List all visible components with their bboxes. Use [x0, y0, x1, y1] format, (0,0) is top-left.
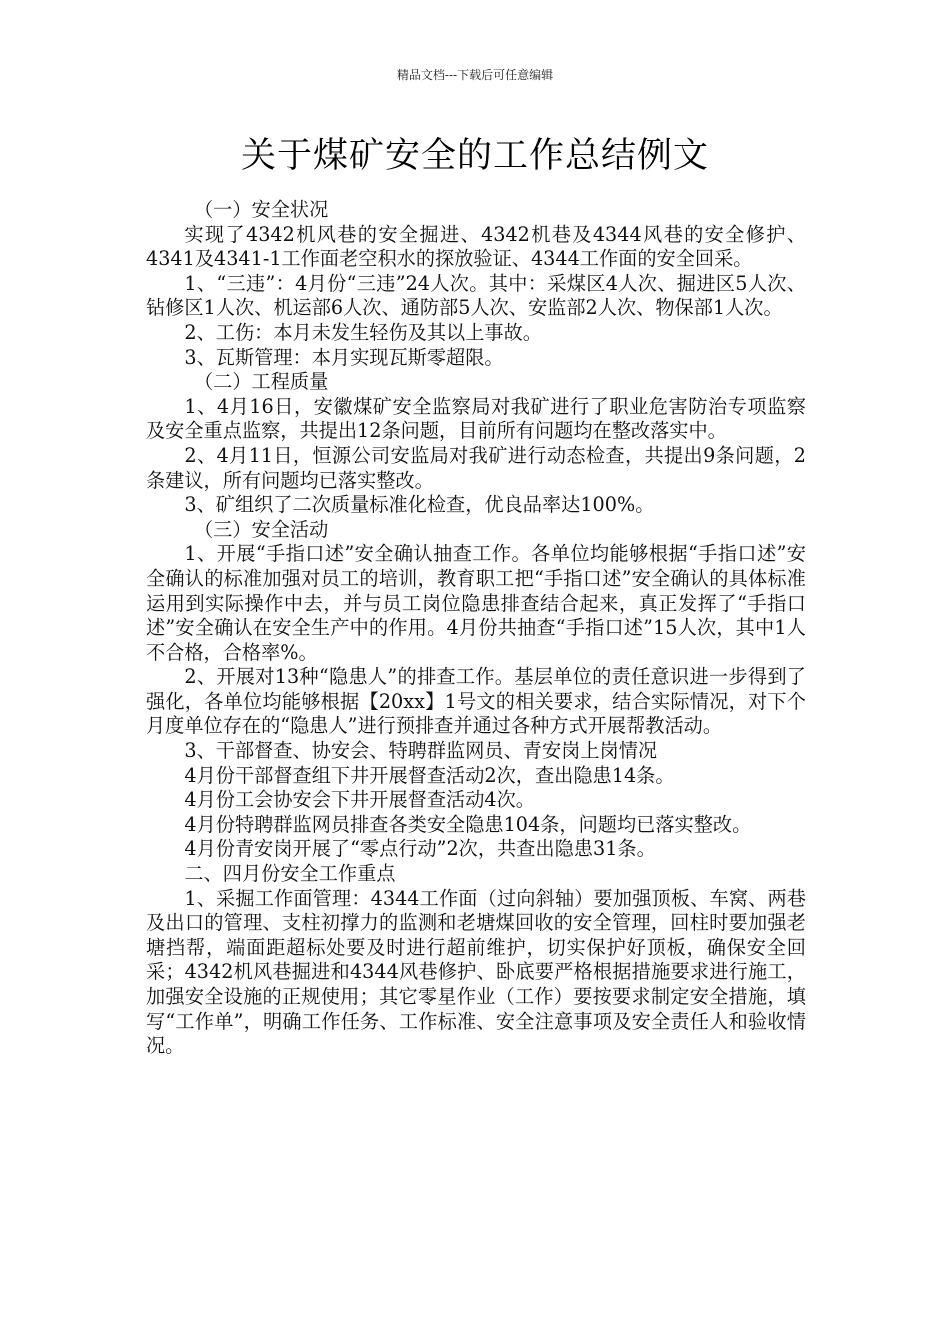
paragraph: 4月份干部督查组下井开展督查活动2次，查出隐患14条。 — [184, 763, 675, 787]
paragraph: 1、采掘工作面管理：4344工作面（过向斜轴）要加强顶板、车窝、两巷及出口的管理、支柱初撑力的监测和老塘煤回收的安全管理，回柱时要加强老塘挡帮，端面距超标处要及时进行超前维护，切实保护好顶板，确保安全回采；4342机风巷掘进和4344风巷修护、卧底要严格根据措施要求进行施工，加强安全设施的正规使用；其它零星作业（工作）要按要求制定安全措施，填写“工作单”，明确工作任务、工作标准、安全注意事项及安全责任人和验收情况。 — [146, 886, 806, 1058]
paragraph: 2、4月11日，恒源公司安监局对我矿进行动态检查，共提出9条问题，2条建议，所有问题均已落实整改。 — [146, 443, 806, 492]
paragraph: 二、四月份安全工作重点 — [184, 862, 396, 886]
document-body — [146, 198, 806, 1059]
section-heading: （二）工程质量 — [194, 370, 329, 394]
paragraph: 1、开展“手指口述”安全确认抽查工作。各单位均能够根据“手指口述”安全确认的标准加强对员工的培训，教育职工把“手指口述”安全确认的具体标准运用到实际操作中去，并与员工岗位隐患排查结合起来，真正发挥了“手指口述”安全确认在安全生产中的作用。4月份共抽查“手指口述”15人次，其中1人不合格，合格率%。 — [146, 542, 806, 664]
paragraph: 1、“三违”：4月份“三违”24人次。其中：采煤区4人次、掘进区5人次、钻修区1人次、机运部6人次、通防部5人次、安监部2人次、物保部1人次。 — [146, 271, 806, 320]
paragraph: 3、瓦斯管理：本月实现瓦斯零超限。 — [184, 345, 504, 369]
paragraph: 实现了4342机风巷的安全掘进、4342机巷及4344风巷的安全修护、4341及4341-1工作面老空积水的探放验证、4344工作面的安全回采。 — [146, 222, 806, 271]
paragraph: 3、矿组织了二次质量标准化检查，优良品率达100%。 — [184, 493, 655, 517]
paragraph: 3、干部督查、协安会、特聘群监网员、青安岗上岗情况 — [184, 739, 658, 763]
section-heading: （三）安全活动 — [194, 517, 329, 541]
document-title: 关于煤矿安全的工作总结例文 — [240, 136, 709, 176]
paragraph: 4月份特聘群监网员排查各类安全隐患104条，问题均已落实整改。 — [184, 812, 752, 836]
page-header: 精品文档---下载后可任意编辑 — [396, 68, 554, 82]
paragraph: 2、开展对13种“隐患人”的排查工作。基层单位的责任意识进一步得到了强化，各单位均能够根据【20xx】1号文的相关要求，结合实际情况，对下个月度单位存在的“隐患人”进行预排查并通过各种方式开展帮教活动。 — [146, 665, 806, 738]
paragraph: 4月份工会协安会下井开展督查活动4次。 — [184, 788, 535, 812]
paragraph: 1、4月16日，安徽煤矿安全监察局对我矿进行了职业危害防治专项监察及安全重点监察，共提出12条问题，目前所有问题均在整改落实中。 — [146, 394, 806, 443]
paragraph: 2、工伤：本月未发生轻伤及其以上事故。 — [184, 320, 542, 344]
section-heading: （一）安全状况 — [194, 198, 329, 221]
paragraph: 4月份青安岗开展了“零点行动”2次，共查出隐患31条。 — [184, 837, 656, 861]
